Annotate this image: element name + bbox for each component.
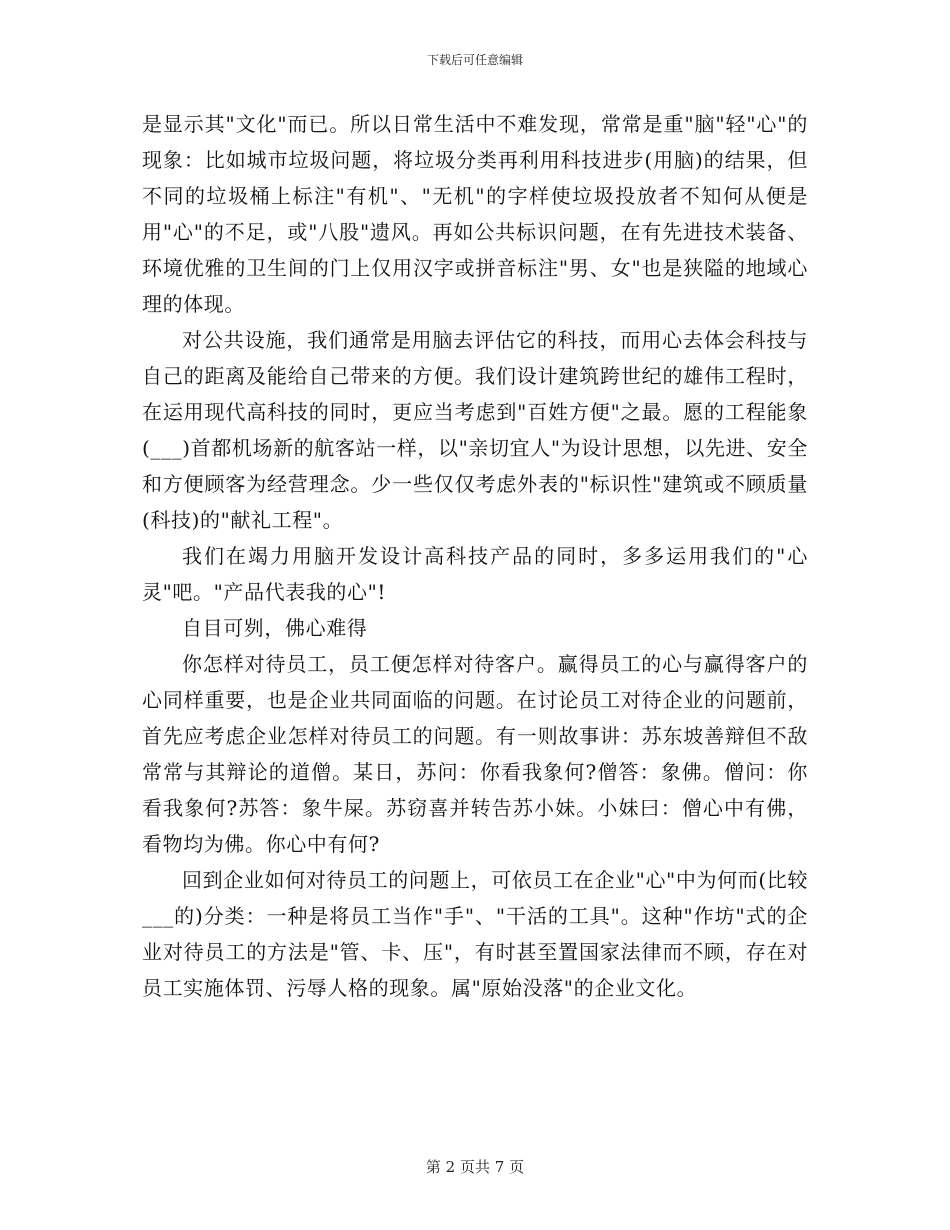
paragraph-5: 回到企业如何对待员工的问题上，可依员工在企业"心"中为何而(比较___的)分类：一种是将员工当作"手"、"干活的工具"。这种"作坊"式的企业对待员工的方法是"管、卡、压"，有时甚至置国家法律而不顾，存在对员工实施体罚、污辱人格的现象。属"原始没落"的企业文化。 [142,868,808,1000]
paragraph-3: 我们在竭力用脑开发设计高科技产品的同时，多多运用我们的"心灵"吧。"产品代表我的心"! [142,544,808,604]
page-header: 下载后可任意编辑 [426,53,523,67]
page-footer: 第 2 页共 7 页 [425,1158,525,1176]
paragraph-2: 对公共设施，我们通常是用脑去评估它的科技，而用心去体会科技与自己的距离及能给自己带来的方便。我们设计建筑跨世纪的雄伟工程时，在运用现代高科技的同时，更应当考虑到"百姓方便"之最。愿的工程能象(___)首都机场新的航客站一样，以"亲切宜人"为设计思想，以先进、安全和方便顾客为经营理念。少一些仅仅考虑外表的"标识性"建筑或不顾质量(科技)的"献礼工程"。 [142,328,808,532]
paragraph-1: 是显示其"文化"而已。所以日常生活中不难发现，常常是重"脑"轻"心"的现象：比如城市垃圾问题，将垃圾分类再利用科技进步(用脑)的结果，但不同的垃圾桶上标注"有机"、"无机"的字样使垃圾投放者不知何从便是用"心"的不足，或"八股"遗风。再如公共标识问题，在有先进技术装备、环境优雅的卫生间的门上仅用汉字或拼音标注"男、女"也是狭隘的地域心理的体现。 [142,112,808,316]
document-body [142,106,808,1006]
section-heading: 自目可刿，佛心难得 [182,616,368,640]
paragraph-4: 你怎样对待员工，员工便怎样对待客户。赢得员工的心与赢得客户的心同样重要，也是企业共同面临的问题。在讨论员工对待企业的问题前，首先应考虑企业怎样对待员工的问题。有一则故事讲：苏东坡善辩但不敌常常与其辩论的道僧。某日，苏问：你看我象何?僧答：象佛。僧问：你看我象何?苏答：象牛屎。苏窃喜并转告苏小妹。小妹曰：僧心中有佛，看物均为佛。你心中有何? [142,652,808,856]
